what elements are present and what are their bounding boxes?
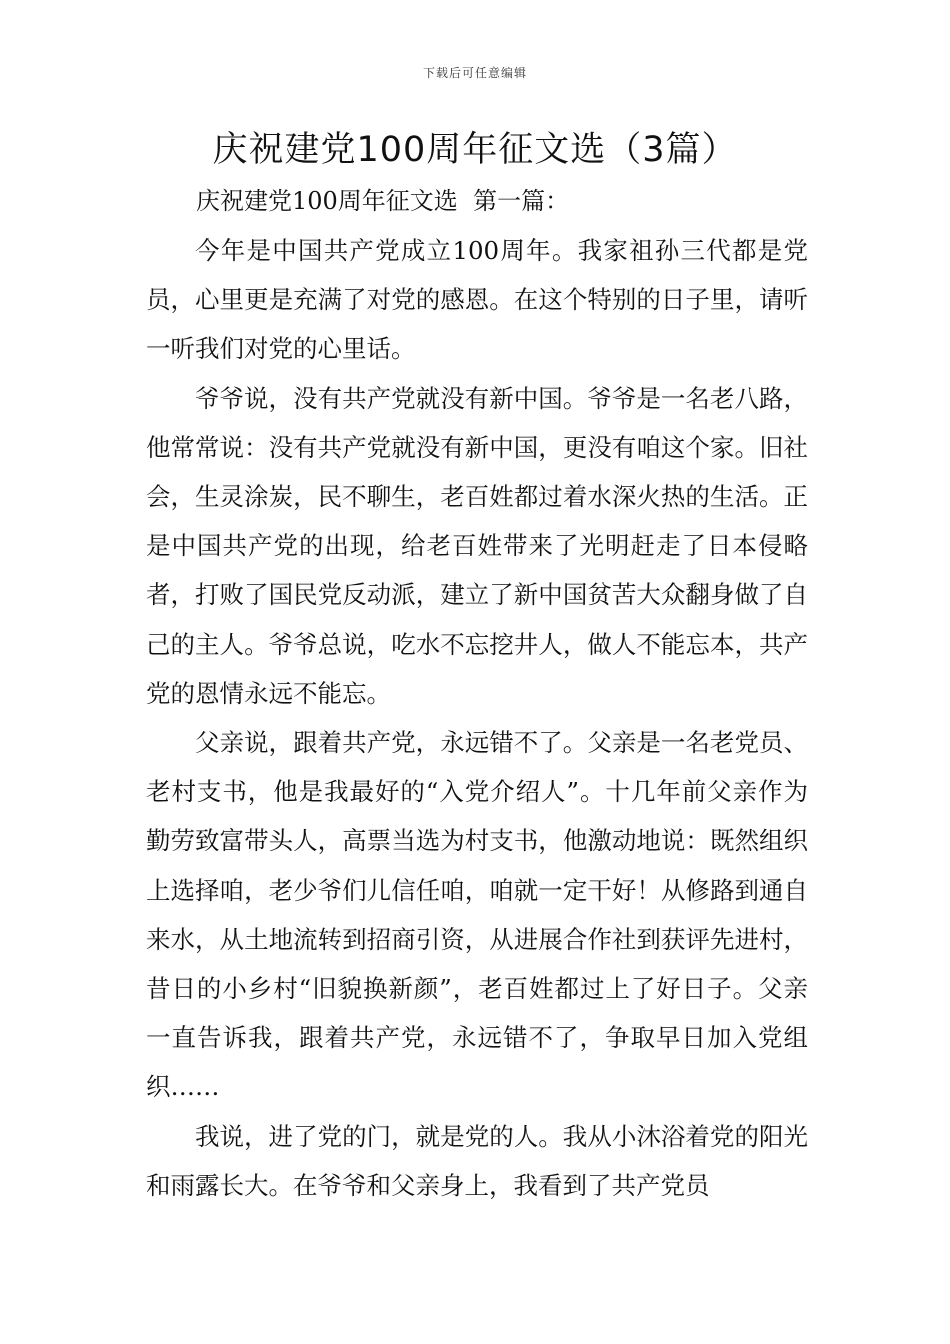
- paragraph-grandfather: 爷爷说，没有共产党就没有新中国。爷爷是一名老八路，他常常说：没有共产党就没有新中国，更没有咱这个家。旧社会，生灵涂炭，民不聊生，老百姓都过着水深火热的生活。正是中国共产党的出现，给老百姓带来了光明赶走了日本侵略者，打败了国民党反动派，建立了新中国贫苦大众翻身做了自己的主人。爷爷总说，吃水不忘挖井人，做人不能忘本，共产党的恩情永远不能忘。: [146, 383, 808, 708]
- section-subtitle: 庆祝建党100周年征文选 第一篇：: [196, 187, 570, 215]
- paragraph-intro: 今年是中国共产党成立100周年。我家祖孙三代都是党员，心里更是充满了对党的感恩。在这个特别的日子里，请听一听我们对党的心里话。: [146, 236, 808, 364]
- body-text: [146, 226, 808, 1210]
- paragraph-self: 我说，进了党的门，就是党的人。我从小沐浴着党的阳光和雨露长大。在爷爷和父亲身上，我看到了共产党员: [146, 1121, 808, 1200]
- header-note: 下载后可任意编辑: [422, 66, 527, 80]
- paragraph-father: 父亲说，跟着共产党，永远错不了。父亲是一名老党员、老村支书，他是我最好的“入党介绍人”。十几年前父亲作为勤劳致富带头人，高票当选为村支书，他激动地说：既然组织上选择咱，老少爷们儿信任咱，咱就一定干好！从修路到通自来水，从土地流转到招商引资，从进展合作社到获评先进村，昔日的小乡村“旧貌换新颜”，老百姓都过上了好日子。父亲一直告诉我，跟着共产党，永远错不了，争取早日加入党组织……: [146, 728, 808, 1102]
- document-title: 庆祝建党100周年征文选（3篇）: [212, 130, 738, 170]
